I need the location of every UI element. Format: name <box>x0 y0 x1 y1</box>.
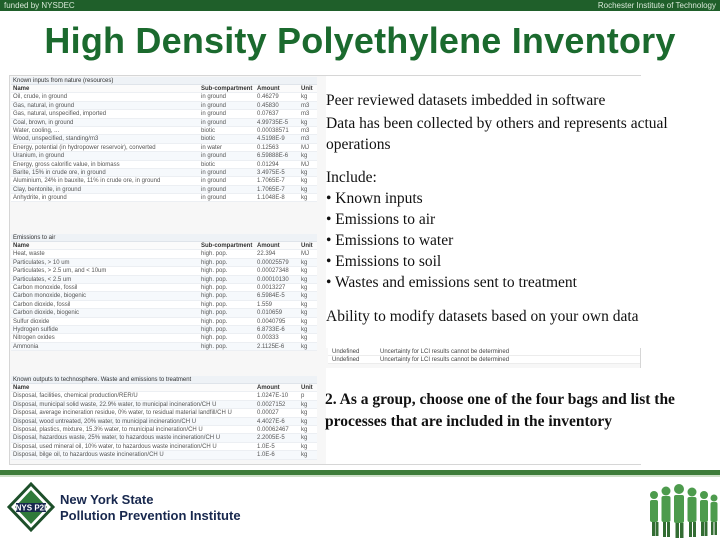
table-cell: 4.4027E-6 <box>257 418 285 425</box>
table-row <box>11 418 317 426</box>
table-cell: Carbon monoxide, fossil <box>13 284 78 291</box>
table-cell: 0.46279 <box>257 94 279 101</box>
table-cell: 1.7065E-7 <box>257 186 285 193</box>
inputs-section-title: Known inputs from nature (resources) <box>11 77 317 85</box>
emissions-table <box>11 234 317 351</box>
table-cell: in ground <box>201 94 227 101</box>
table-cell: 3.4975E-5 <box>257 169 285 176</box>
table-row <box>11 392 317 400</box>
table-cell: kg <box>301 301 308 308</box>
table-cell: kg <box>301 335 308 342</box>
table-row <box>11 334 317 342</box>
inputs-table <box>11 77 317 202</box>
bullet-emissions-soil: • Emissions to soil <box>326 253 442 270</box>
table-cell: Disposal, wood untreated, 20% water, to municipal incineration/CH U <box>13 418 197 425</box>
table-cell: m3 <box>301 136 310 143</box>
table-row <box>11 451 317 459</box>
table-cell: Aluminium, 24% in bauxite, 11% in crude ore, in ground <box>13 178 161 185</box>
table-cell: in ground <box>201 178 227 185</box>
bullet-emissions-air: • Emissions to air <box>326 211 436 228</box>
bullet-emissions-water: • Emissions to water <box>326 232 454 249</box>
table-row <box>11 443 317 451</box>
table-cell: Particulates, > 2.5 um, and < 10um <box>13 268 107 275</box>
table-row <box>11 343 317 351</box>
table-row <box>11 102 317 110</box>
table-cell: kg <box>301 401 308 408</box>
table-cell: 0.07637 <box>257 111 279 118</box>
table-cell: 0.00025579 <box>257 259 289 266</box>
table-cell: 4.99735E-5 <box>257 119 289 126</box>
table-cell: 0.0027152 <box>257 401 286 408</box>
table-row <box>11 186 317 194</box>
table-cell: kg <box>301 435 308 442</box>
people-silhouette-icon <box>640 465 720 540</box>
table-row <box>11 161 317 169</box>
table-cell: high. pop. <box>201 335 228 342</box>
group-question: 2. As a group, choose one of the four bags and list the processes that are included in the inventory <box>325 391 675 430</box>
table-cell: 0.00027 <box>257 410 279 417</box>
table-cell: Gas, natural, unspecified, imported <box>13 111 107 118</box>
table-cell: 1.0E-6 <box>257 452 275 459</box>
table-cell: kg <box>301 310 308 317</box>
uncertainty-panel <box>328 348 640 364</box>
funded-by-label: funded by NYSDEC <box>4 1 75 10</box>
table-cell: kg <box>301 452 308 459</box>
table-row <box>11 434 317 442</box>
table-cell: MJ <box>301 144 309 151</box>
table-cell: in ground <box>201 186 227 193</box>
col-amount: Amount <box>257 243 280 249</box>
table-row <box>11 426 317 434</box>
table-row <box>11 284 317 292</box>
table-cell <box>201 426 257 433</box>
table-row <box>11 110 317 118</box>
table-cell: Energy, potential (in hydropower reservoir), converted <box>13 144 156 151</box>
table-cell: 0.00010130 <box>257 276 289 283</box>
table-cell: high. pop. <box>201 268 228 275</box>
table-row <box>11 169 317 177</box>
table-cell: kg <box>301 318 308 325</box>
table-cell: m3 <box>301 127 310 134</box>
inputs-header-row <box>11 85 317 93</box>
table-cell: in ground <box>201 153 227 160</box>
uncertainty-row <box>328 348 640 356</box>
table-cell: Disposal, average incineration residue, 0% water, to residual material landfill/CH U <box>13 410 232 417</box>
table-cell: kg <box>301 284 308 291</box>
table-cell: Disposal, municipal solid waste, 22.9% water, to municipal incineration/CH U <box>13 401 217 408</box>
table-cell: Carbon monoxide, biogenic <box>13 293 87 300</box>
rit-label: Rochester Institute of Technology <box>597 1 716 10</box>
table-cell: 1.559 <box>257 301 273 308</box>
org-name-line2: Pollution Prevention Institute <box>60 508 241 523</box>
table-cell: Oil, crude, in ground <box>13 94 68 101</box>
table-cell: 2.2005E-5 <box>257 435 285 442</box>
table-cell: in ground <box>201 111 227 118</box>
table-row <box>11 267 317 275</box>
col-name: Name <box>13 385 30 391</box>
table-cell: Barite, 15% in crude ore, in ground <box>13 169 106 176</box>
waste-section-title: Known outputs to technosphere. Waste and emissions to treatment <box>11 376 317 384</box>
table-row <box>11 409 317 417</box>
table-cell: high. pop. <box>201 343 228 350</box>
table-cell: kg <box>301 178 308 185</box>
table-cell: Ammonia <box>13 343 39 350</box>
table-cell: kg <box>301 195 308 202</box>
table-cell: 0.01294 <box>257 161 279 168</box>
bullet-wastes: • Wastes and emissions sent to treatment <box>326 274 577 291</box>
table-cell: high. pop. <box>201 301 228 308</box>
table-cell: kg <box>301 443 308 450</box>
note-modify-datasets: Ability to modify datasets based on your own data <box>326 308 639 325</box>
table-cell: in ground <box>201 119 227 126</box>
table-cell: kg <box>301 119 308 126</box>
table-row <box>11 401 317 409</box>
table-cell: Clay, bentonite, in ground <box>13 186 81 193</box>
table-row <box>11 144 317 152</box>
table-cell: m3 <box>301 102 310 109</box>
table-cell: Disposal, bilge oil, to hazardous waste incineration/CH U <box>13 452 164 459</box>
table-cell: kg <box>301 186 308 193</box>
table-cell: Heat, waste <box>13 251 45 258</box>
table-cell: 6.8733E-6 <box>257 326 285 333</box>
table-row <box>11 259 317 267</box>
table-cell: 0.00062467 <box>257 426 289 433</box>
col-unit: Unit <box>301 86 313 92</box>
table-row <box>11 318 317 326</box>
table-cell: 0.0040795 <box>257 318 286 325</box>
col-unit: Unit <box>301 385 313 391</box>
uncertainty-type: Undefined <box>332 357 360 363</box>
table-cell: high. pop. <box>201 310 228 317</box>
table-cell: 0.00038571 <box>257 127 289 134</box>
table-cell: 1.0E-5 <box>257 443 275 450</box>
table-cell: high. pop. <box>201 259 228 266</box>
table-cell: 0.12563 <box>257 144 279 151</box>
col-amount: Amount <box>257 385 280 391</box>
table-cell: Wood, unspecified, standing/m3 <box>13 136 99 143</box>
col-subcompartment: Sub-compartment <box>201 243 253 249</box>
uncertainty-type: Undefined <box>332 349 360 355</box>
footer-rule-light <box>0 475 720 477</box>
table-cell: MJ <box>301 251 309 258</box>
note-peer-reviewed: Peer reviewed datasets imbedded in software <box>326 92 606 109</box>
top-banner <box>0 0 720 11</box>
logo-text: NYS P2I <box>15 503 47 513</box>
table-cell: 22.394 <box>257 251 276 258</box>
table-cell: Disposal, used mineral oil, 10% water, to hazardous waste incineration/CH U <box>13 443 217 450</box>
table-cell: kg <box>301 276 308 283</box>
table-row <box>11 301 317 309</box>
table-cell: Particulates, < 2.5 um <box>13 276 72 283</box>
table-cell: kg <box>301 410 308 417</box>
col-unit: Unit <box>301 243 313 249</box>
p2i-logo-icon <box>6 482 56 532</box>
table-cell: 0.00333 <box>257 335 279 342</box>
table-cell: Disposal, plastics, mixture, 15.3% water, to municipal incineration/CH U <box>13 426 203 433</box>
table-cell: Disposal, facilities, chemical production/RER/U <box>13 393 138 400</box>
table-cell: in ground <box>201 102 227 109</box>
table-cell: biotic <box>201 136 216 143</box>
table-cell: 0.45830 <box>257 102 279 109</box>
table-cell: Sulfur dioxide <box>13 318 50 325</box>
table-cell: MJ <box>301 161 309 168</box>
table-cell: 4.5198E-9 <box>257 136 285 143</box>
waste-table <box>11 376 317 460</box>
bullet-known-inputs: • Known inputs <box>326 190 423 207</box>
table-cell: high. pop. <box>201 251 228 258</box>
table-row <box>11 119 317 127</box>
table-cell: Energy, gross calorific value, in biomass <box>13 161 120 168</box>
table-row <box>11 276 317 284</box>
table-row <box>11 127 317 135</box>
note-data-collected: Data has been collected by others and represents actual operations <box>326 115 668 153</box>
table-cell: 1.1048E-8 <box>257 195 285 202</box>
slide-title: High Density Polyethylene Inventory <box>44 20 676 61</box>
table-cell: 0.010659 <box>257 310 283 317</box>
table-cell: Particulates, > 10 um <box>13 259 70 266</box>
uncertainty-text: Uncertainty for LCI results cannot be determined <box>380 357 510 363</box>
table-cell: high. pop. <box>201 326 228 333</box>
note-include-heading: Include: <box>326 169 377 186</box>
table-cell: Gas, natural, in ground <box>13 102 75 109</box>
table-cell <box>201 451 257 458</box>
waste-header-row <box>11 384 317 392</box>
table-cell: 0.00027348 <box>257 268 289 275</box>
table-cell: high. pop. <box>201 284 228 291</box>
table-cell: in ground <box>201 195 227 202</box>
table-cell: Carbon dioxide, fossil <box>13 301 71 308</box>
notes-panel <box>326 90 714 329</box>
emissions-section-title: Emissions to air <box>11 234 317 242</box>
table-row <box>11 135 317 143</box>
table-cell: Disposal, hazardous waste, 25% water, to hazardous waste incineration/CH U <box>13 435 221 442</box>
table-cell: 6.5984E-5 <box>257 293 285 300</box>
col-amount: Amount <box>257 86 280 92</box>
table-cell: 6.59888E-6 <box>257 153 289 160</box>
table-row <box>11 292 317 300</box>
table-cell: high. pop. <box>201 293 228 300</box>
table-cell: biotic <box>201 161 216 168</box>
table-cell <box>201 392 257 399</box>
table-cell <box>201 409 257 416</box>
table-cell: m3 <box>301 111 310 118</box>
table-cell: 0.0013227 <box>257 284 286 291</box>
table-cell: Water, cooling, ... <box>13 127 60 134</box>
table-cell <box>201 434 257 441</box>
table-cell: kg <box>301 343 308 350</box>
table-cell: kg <box>301 426 308 433</box>
table-cell: Coal, brown, in ground <box>13 119 74 126</box>
table-cell: kg <box>301 326 308 333</box>
emissions-header-row <box>11 242 317 250</box>
table-cell <box>201 418 257 425</box>
table-row <box>11 326 317 334</box>
table-cell: high. pop. <box>201 318 228 325</box>
col-name: Name <box>13 243 30 249</box>
table-cell: in ground <box>201 169 227 176</box>
table-cell: high. pop. <box>201 276 228 283</box>
table-cell: in water <box>201 144 223 151</box>
col-name: Name <box>13 86 30 92</box>
table-cell: kg <box>301 418 308 425</box>
table-row <box>11 93 317 101</box>
table-cell: kg <box>301 293 308 300</box>
table-cell: kg <box>301 153 308 160</box>
table-row <box>11 250 317 258</box>
table-row <box>11 309 317 317</box>
table-cell: p <box>301 393 305 400</box>
table-cell <box>201 401 257 408</box>
table-cell: biotic <box>201 127 216 134</box>
table-cell: kg <box>301 268 308 275</box>
table-cell: Uranium, in ground <box>13 153 65 160</box>
table-cell: kg <box>301 169 308 176</box>
table-cell: Anhydrite, in ground <box>13 195 67 202</box>
col-blank <box>201 384 257 391</box>
table-row <box>11 177 317 185</box>
table-row <box>11 152 317 160</box>
table-cell: Carbon dioxide, biogenic <box>13 310 80 317</box>
table-cell: Hydrogen sulfide <box>13 326 59 333</box>
table-cell: 1.0247E-10 <box>257 393 289 400</box>
col-subcompartment: Sub-compartment <box>201 86 253 92</box>
table-cell <box>201 443 257 450</box>
table-row <box>11 194 317 202</box>
table-cell: kg <box>301 259 308 266</box>
table-cell: Nitrogen oxides <box>13 335 55 342</box>
uncertainty-text: Uncertainty for LCI results cannot be determined <box>380 349 510 355</box>
table-cell: 2.1125E-6 <box>257 343 285 350</box>
org-name-line1: New York State <box>60 492 154 507</box>
uncertainty-row <box>328 356 640 364</box>
table-cell: kg <box>301 94 308 101</box>
table-cell: 1.7065E-7 <box>257 178 285 185</box>
